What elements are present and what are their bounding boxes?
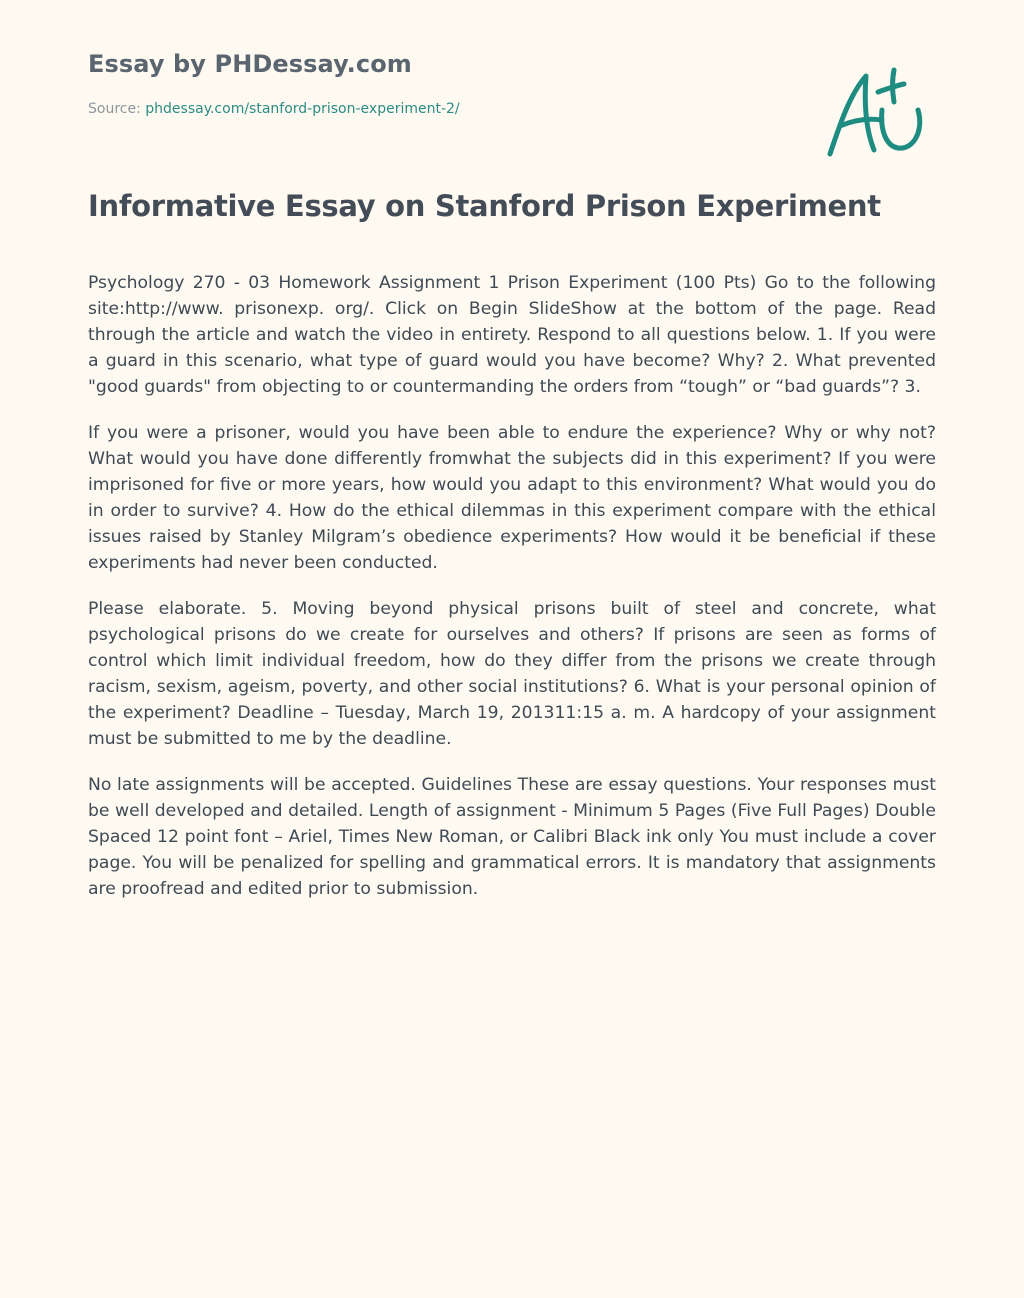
essay-body — [88, 270, 936, 922]
source-label: Source: — [88, 101, 146, 117]
a-plus-logo-icon — [820, 64, 932, 164]
site-brand: Essay by PHDessay.com — [88, 50, 412, 78]
essay-paragraph: If you were a prisoner, would you have been able to endure the experience? Why or why not? What would you have done differently fromwhat the subjects did in this experiment? If you were imprisoned for five or more years, how would you adapt to this environment? What would you do in order to survive? 4. How do the ethical dilemmas in this experiment compare with the ethical issues raised by Stanley Milgram’s obedience experiments? How would it be beneficial if these experiments had never been conducted. — [88, 423, 936, 573]
essay-paragraph: No late assignments will be accepted. Guidelines These are essay questions. Your responses must be well developed and detailed. Length of assignment - Minimum 5 Pages (Five Full Pages) Double Spaced 12 point font – Ariel, Times New Roman, or Calibri Black ink only You must include a cover page. You will be penalized for spelling and grammatical errors. It is mandatory that assignments are proofread and edited prior to submission. — [88, 775, 936, 899]
essay-paragraph: Please elaborate. 5. Moving beyond physical prisons built of steel and concrete, what psychological prisons do we create for ourselves and others? If prisons are seen as forms of control which limit individual freedom, how do they differ from the prisons we create through racism, sexism, ageism, poverty, and other social institutions? 6. What is your personal opinion of the experiment? Deadline – Tuesday, March 19, 201311:15 a. m. A hardcopy of your assignment must be submitted to me by the deadline. — [88, 599, 936, 749]
source-line — [88, 101, 460, 117]
essay-title: Informative Essay on Stanford Prison Experiment — [88, 189, 881, 223]
essay-paragraph: Psychology 270 - 03 Homework Assignment 1 Prison Experiment (100 Pts) Go to the following site:http://www. prisonexp. org/. Click on Begin SlideShow at the bottom of the page. Read through the article and watch the video in entirety. Respond to all questions below. 1. If you were a guard in this scenario, what type of guard would you have become? Why? 2. What prevented "good guards" from objecting to or countermanding the orders from “tough” or “bad guards”? 3. — [88, 273, 936, 397]
source-link[interactable]: phdessay.com/stanford-prison-experiment-2/ — [145, 101, 460, 117]
